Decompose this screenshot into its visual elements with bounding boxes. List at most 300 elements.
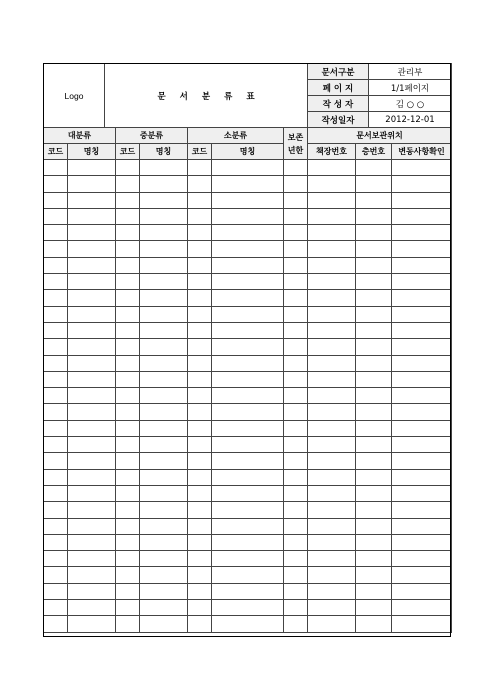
table-cell[interactable]: [188, 225, 212, 241]
table-cell[interactable]: [392, 339, 452, 355]
table-cell[interactable]: [140, 616, 188, 632]
table-cell[interactable]: [212, 551, 284, 567]
table-cell[interactable]: [212, 371, 284, 387]
table-cell[interactable]: [140, 583, 188, 599]
table-cell[interactable]: [44, 208, 68, 224]
table-cell[interactable]: [308, 518, 356, 534]
table-cell[interactable]: [116, 192, 140, 208]
table-cell[interactable]: [116, 290, 140, 306]
table-cell[interactable]: [188, 469, 212, 485]
table-cell[interactable]: [68, 241, 116, 257]
table-cell[interactable]: [356, 192, 392, 208]
table-cell[interactable]: [116, 208, 140, 224]
table-cell[interactable]: [116, 600, 140, 616]
table-cell[interactable]: [44, 453, 68, 469]
table-cell[interactable]: [188, 192, 212, 208]
table-cell[interactable]: [116, 567, 140, 583]
table-cell[interactable]: [212, 453, 284, 469]
table-cell[interactable]: [356, 371, 392, 387]
table-cell[interactable]: [68, 485, 116, 501]
table-cell[interactable]: [212, 208, 284, 224]
table-cell[interactable]: [308, 241, 356, 257]
table-cell[interactable]: [188, 208, 212, 224]
table-cell[interactable]: [308, 567, 356, 583]
table-cell[interactable]: [212, 339, 284, 355]
table-cell[interactable]: [284, 518, 308, 534]
table-cell[interactable]: [188, 388, 212, 404]
table-cell[interactable]: [284, 437, 308, 453]
table-cell[interactable]: [68, 583, 116, 599]
table-cell[interactable]: [44, 388, 68, 404]
table-cell[interactable]: [356, 208, 392, 224]
table-cell[interactable]: [356, 420, 392, 436]
table-cell[interactable]: [116, 257, 140, 273]
table-cell[interactable]: [392, 257, 452, 273]
table-cell[interactable]: [392, 208, 452, 224]
table-cell[interactable]: [140, 176, 188, 192]
table-cell[interactable]: [140, 257, 188, 273]
meta-value-page: 1/1페이지: [369, 80, 452, 96]
table-cell[interactable]: [308, 225, 356, 241]
table-cell[interactable]: [68, 274, 116, 290]
table-cell[interactable]: [392, 469, 452, 485]
table-cell[interactable]: [212, 306, 284, 322]
table-cell[interactable]: [392, 404, 452, 420]
table-cell[interactable]: [188, 518, 212, 534]
table-cell[interactable]: [116, 371, 140, 387]
table-cell[interactable]: [392, 225, 452, 241]
table-cell[interactable]: [116, 160, 140, 176]
table-cell[interactable]: [284, 290, 308, 306]
table-cell[interactable]: [116, 225, 140, 241]
table-cell[interactable]: [68, 469, 116, 485]
table-cell[interactable]: [212, 176, 284, 192]
table-cell[interactable]: [284, 502, 308, 518]
table-cell[interactable]: [44, 420, 68, 436]
table-cell[interactable]: [212, 469, 284, 485]
table-cell[interactable]: [140, 551, 188, 567]
table-cell[interactable]: [188, 534, 212, 550]
table-cell[interactable]: [284, 257, 308, 273]
table-cell[interactable]: [212, 518, 284, 534]
table-cell[interactable]: [356, 437, 392, 453]
table-cell[interactable]: [356, 583, 392, 599]
table-cell[interactable]: [140, 485, 188, 501]
table-cell[interactable]: [188, 567, 212, 583]
table-cell[interactable]: [188, 160, 212, 176]
table-cell[interactable]: [188, 322, 212, 338]
table-cell[interactable]: [116, 518, 140, 534]
table-cell[interactable]: [68, 502, 116, 518]
table-cell[interactable]: [68, 371, 116, 387]
table-cell[interactable]: [212, 388, 284, 404]
table-cell[interactable]: [284, 192, 308, 208]
table-cell[interactable]: [188, 241, 212, 257]
table-cell[interactable]: [356, 616, 392, 632]
table-cell[interactable]: [68, 534, 116, 550]
table-cell[interactable]: [392, 306, 452, 322]
table-row: [44, 551, 452, 567]
table-cell[interactable]: [212, 192, 284, 208]
table-cell[interactable]: [188, 502, 212, 518]
table-cell[interactable]: [140, 339, 188, 355]
table-cell[interactable]: [140, 241, 188, 257]
table-cell[interactable]: [140, 322, 188, 338]
table-cell[interactable]: [308, 600, 356, 616]
table-cell[interactable]: [308, 469, 356, 485]
table-cell[interactable]: [392, 485, 452, 501]
table-cell[interactable]: [44, 567, 68, 583]
table-cell[interactable]: [284, 208, 308, 224]
table-cell[interactable]: [284, 551, 308, 567]
table-cell[interactable]: [212, 600, 284, 616]
table-cell[interactable]: [392, 322, 452, 338]
table-cell[interactable]: [140, 469, 188, 485]
table-cell[interactable]: [44, 404, 68, 420]
table-cell[interactable]: [188, 551, 212, 567]
table-cell[interactable]: [44, 274, 68, 290]
table-cell[interactable]: [44, 518, 68, 534]
table-cell[interactable]: [356, 388, 392, 404]
table-cell[interactable]: [188, 583, 212, 599]
table-cell[interactable]: [284, 534, 308, 550]
table-cell[interactable]: [284, 306, 308, 322]
table-cell[interactable]: [212, 160, 284, 176]
table-cell[interactable]: [212, 534, 284, 550]
table-cell[interactable]: [284, 600, 308, 616]
table-cell[interactable]: [188, 616, 212, 632]
table-cell[interactable]: [212, 241, 284, 257]
table-cell[interactable]: [68, 420, 116, 436]
table-cell[interactable]: [308, 274, 356, 290]
table-cell[interactable]: [116, 355, 140, 371]
table-cell[interactable]: [212, 274, 284, 290]
table-cell[interactable]: [284, 583, 308, 599]
table-cell[interactable]: [284, 322, 308, 338]
table-cell[interactable]: [212, 225, 284, 241]
table-cell[interactable]: [308, 192, 356, 208]
table-cell[interactable]: [116, 551, 140, 567]
table-cell[interactable]: [392, 371, 452, 387]
table-cell[interactable]: [188, 355, 212, 371]
table-cell[interactable]: [356, 534, 392, 550]
table-cell[interactable]: [356, 404, 392, 420]
table-cell[interactable]: [284, 388, 308, 404]
table-cell[interactable]: [44, 583, 68, 599]
table-cell[interactable]: [140, 290, 188, 306]
table-cell[interactable]: [356, 502, 392, 518]
table-cell[interactable]: [140, 600, 188, 616]
table-cell[interactable]: [284, 241, 308, 257]
table-cell[interactable]: [392, 241, 452, 257]
table-cell[interactable]: [116, 420, 140, 436]
table-cell[interactable]: [284, 160, 308, 176]
table-cell[interactable]: [308, 355, 356, 371]
table-cell[interactable]: [44, 241, 68, 257]
table-cell[interactable]: [356, 160, 392, 176]
table-cell[interactable]: [356, 176, 392, 192]
table-cell[interactable]: [356, 469, 392, 485]
table-cell[interactable]: [356, 241, 392, 257]
table-cell[interactable]: [392, 551, 452, 567]
table-cell[interactable]: [356, 600, 392, 616]
table-cell[interactable]: [68, 355, 116, 371]
table-cell[interactable]: [212, 355, 284, 371]
table-cell[interactable]: [212, 420, 284, 436]
table-cell[interactable]: [392, 192, 452, 208]
table-cell[interactable]: [68, 388, 116, 404]
table-cell[interactable]: [68, 600, 116, 616]
table-cell[interactable]: [356, 518, 392, 534]
table-cell[interactable]: [116, 322, 140, 338]
table-cell[interactable]: [392, 534, 452, 550]
table-cell[interactable]: [140, 225, 188, 241]
table-cell[interactable]: [284, 176, 308, 192]
table-cell[interactable]: [308, 583, 356, 599]
table-cell[interactable]: [68, 176, 116, 192]
table-cell[interactable]: [140, 274, 188, 290]
table-cell[interactable]: [188, 437, 212, 453]
table-cell[interactable]: [284, 469, 308, 485]
table-cell[interactable]: [356, 306, 392, 322]
table-cell[interactable]: [68, 306, 116, 322]
table-cell[interactable]: [356, 567, 392, 583]
table-cell[interactable]: [68, 616, 116, 632]
table-cell[interactable]: [392, 616, 452, 632]
table-cell[interactable]: [188, 306, 212, 322]
table-cell[interactable]: [308, 551, 356, 567]
table-cell[interactable]: [356, 274, 392, 290]
table-cell[interactable]: [188, 485, 212, 501]
table-cell[interactable]: [116, 274, 140, 290]
table-cell[interactable]: [188, 420, 212, 436]
table-cell[interactable]: [188, 274, 212, 290]
table-cell[interactable]: [284, 485, 308, 501]
table-cell[interactable]: [116, 176, 140, 192]
table-cell[interactable]: [308, 208, 356, 224]
table-cell[interactable]: [68, 551, 116, 567]
table-cell[interactable]: [212, 567, 284, 583]
table-cell[interactable]: [212, 437, 284, 453]
table-cell[interactable]: [140, 567, 188, 583]
table-cell[interactable]: [140, 404, 188, 420]
table-cell[interactable]: [284, 453, 308, 469]
table-cell[interactable]: [68, 567, 116, 583]
table-cell[interactable]: [188, 176, 212, 192]
table-cell[interactable]: [116, 437, 140, 453]
table-cell[interactable]: [356, 339, 392, 355]
table-cell[interactable]: [188, 371, 212, 387]
table-row: [44, 534, 452, 550]
table-cell[interactable]: [392, 583, 452, 599]
table-cell[interactable]: [44, 290, 68, 306]
table-cell[interactable]: [356, 355, 392, 371]
table-cell[interactable]: [308, 404, 356, 420]
table-cell[interactable]: [392, 453, 452, 469]
table-cell[interactable]: [116, 241, 140, 257]
table-cell[interactable]: [116, 485, 140, 501]
table-cell[interactable]: [140, 160, 188, 176]
table-cell[interactable]: [116, 583, 140, 599]
table-cell[interactable]: [140, 208, 188, 224]
table-cell[interactable]: [116, 616, 140, 632]
table-cell[interactable]: [44, 339, 68, 355]
col-major-name: 명칭: [68, 144, 116, 160]
table-cell[interactable]: [308, 371, 356, 387]
table-cell[interactable]: [308, 502, 356, 518]
table-cell[interactable]: [68, 322, 116, 338]
table-cell[interactable]: [392, 176, 452, 192]
table-cell[interactable]: [140, 502, 188, 518]
table-cell[interactable]: [284, 339, 308, 355]
table-cell[interactable]: [44, 534, 68, 550]
table-cell[interactable]: [212, 616, 284, 632]
table-cell[interactable]: [356, 485, 392, 501]
table-cell[interactable]: [308, 534, 356, 550]
table-cell[interactable]: [308, 176, 356, 192]
table-cell[interactable]: [212, 322, 284, 338]
table-cell[interactable]: [68, 437, 116, 453]
table-cell[interactable]: [392, 274, 452, 290]
table-cell[interactable]: [140, 534, 188, 550]
table-cell[interactable]: [392, 355, 452, 371]
table-cell[interactable]: [308, 160, 356, 176]
table-cell[interactable]: [308, 290, 356, 306]
table-cell[interactable]: [44, 502, 68, 518]
table-row: [44, 518, 452, 534]
table-cell[interactable]: [68, 404, 116, 420]
table-cell[interactable]: [116, 502, 140, 518]
table-cell[interactable]: [116, 306, 140, 322]
table-cell[interactable]: [308, 616, 356, 632]
table-row: [44, 306, 452, 322]
table-cell[interactable]: [356, 225, 392, 241]
table-cell[interactable]: [308, 420, 356, 436]
table-cell[interactable]: [284, 567, 308, 583]
table-cell[interactable]: [284, 371, 308, 387]
table-cell[interactable]: [68, 160, 116, 176]
table-cell[interactable]: [212, 583, 284, 599]
table-cell[interactable]: [68, 208, 116, 224]
table-cell[interactable]: [68, 192, 116, 208]
table-cell[interactable]: [284, 420, 308, 436]
table-cell[interactable]: [44, 355, 68, 371]
table-cell[interactable]: [44, 225, 68, 241]
table-cell[interactable]: [392, 420, 452, 436]
table-cell[interactable]: [44, 551, 68, 567]
table-cell[interactable]: [140, 355, 188, 371]
table-cell[interactable]: [284, 225, 308, 241]
table-cell[interactable]: [116, 388, 140, 404]
table-cell[interactable]: [140, 518, 188, 534]
table-cell[interactable]: [140, 371, 188, 387]
table-cell[interactable]: [44, 160, 68, 176]
table-cell[interactable]: [308, 257, 356, 273]
table-cell[interactable]: [44, 192, 68, 208]
table-cell[interactable]: [308, 322, 356, 338]
table-cell[interactable]: [284, 404, 308, 420]
col-minor: 소분류: [188, 128, 284, 144]
table-cell[interactable]: [392, 600, 452, 616]
table-cell[interactable]: [140, 192, 188, 208]
table-cell[interactable]: [188, 290, 212, 306]
table-cell[interactable]: [308, 437, 356, 453]
table-cell[interactable]: [44, 485, 68, 501]
table-cell[interactable]: [68, 290, 116, 306]
table-cell[interactable]: [44, 437, 68, 453]
table-cell[interactable]: [140, 306, 188, 322]
table-cell[interactable]: [44, 371, 68, 387]
table-cell[interactable]: [68, 339, 116, 355]
table-cell[interactable]: [392, 518, 452, 534]
table-cell[interactable]: [44, 616, 68, 632]
table-cell[interactable]: [116, 339, 140, 355]
table-cell[interactable]: [68, 257, 116, 273]
table-cell[interactable]: [308, 306, 356, 322]
table-cell[interactable]: [308, 388, 356, 404]
table-cell[interactable]: [140, 453, 188, 469]
table-cell[interactable]: [356, 551, 392, 567]
table-cell[interactable]: [68, 225, 116, 241]
table-cell[interactable]: [392, 388, 452, 404]
table-cell[interactable]: [212, 257, 284, 273]
table-cell[interactable]: [392, 502, 452, 518]
table-cell[interactable]: [392, 290, 452, 306]
table-cell[interactable]: [188, 257, 212, 273]
table-cell[interactable]: [356, 322, 392, 338]
table-cell[interactable]: [188, 600, 212, 616]
table-cell[interactable]: [308, 485, 356, 501]
table-cell[interactable]: [284, 616, 308, 632]
table-cell[interactable]: [44, 469, 68, 485]
table-cell[interactable]: [212, 404, 284, 420]
table-cell[interactable]: [68, 518, 116, 534]
table-cell[interactable]: [116, 404, 140, 420]
table-row: [44, 192, 452, 208]
table-cell[interactable]: [140, 420, 188, 436]
table-cell[interactable]: [44, 322, 68, 338]
table-cell[interactable]: [116, 453, 140, 469]
table-cell[interactable]: [392, 567, 452, 583]
table-cell[interactable]: [44, 600, 68, 616]
table-cell[interactable]: [356, 453, 392, 469]
table-cell[interactable]: [44, 257, 68, 273]
table-cell[interactable]: [284, 355, 308, 371]
col-minor-code: 코드: [188, 144, 212, 160]
table-cell[interactable]: [284, 274, 308, 290]
table-cell[interactable]: [212, 485, 284, 501]
table-cell[interactable]: [356, 257, 392, 273]
table-cell[interactable]: [392, 160, 452, 176]
table-cell[interactable]: [188, 339, 212, 355]
table-cell[interactable]: [392, 437, 452, 453]
table-cell[interactable]: [140, 388, 188, 404]
table-cell[interactable]: [188, 404, 212, 420]
table-cell[interactable]: [44, 176, 68, 192]
table-cell[interactable]: [116, 469, 140, 485]
table-cell[interactable]: [212, 502, 284, 518]
table-cell[interactable]: [140, 437, 188, 453]
table-cell[interactable]: [116, 534, 140, 550]
table-cell[interactable]: [68, 453, 116, 469]
table-cell[interactable]: [44, 306, 68, 322]
table-cell[interactable]: [188, 453, 212, 469]
table-cell[interactable]: [356, 290, 392, 306]
table-body: [44, 160, 452, 633]
table-cell[interactable]: [308, 453, 356, 469]
table-cell[interactable]: [212, 290, 284, 306]
table-cell[interactable]: [308, 339, 356, 355]
